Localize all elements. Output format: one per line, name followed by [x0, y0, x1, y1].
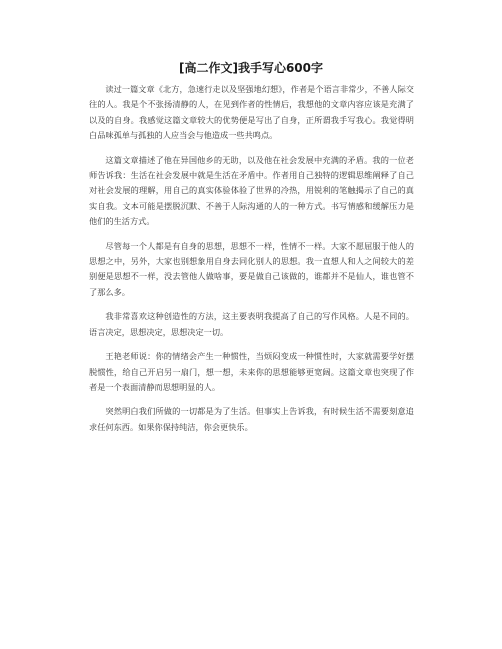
paragraph-4: 我非常喜欢这种创造性的方法，这主要表明我提高了自己的写作风格。人是不同的。语言决定，思想决定，思想决定一切。 — [89, 311, 414, 337]
document-title: [高二作文]我手写心600字 — [178, 61, 324, 75]
paragraph-2: 这篇文章描述了他在异国他乡的无助，以及他在社会发展中充满的矛盾。我的一位老师告诉我：生活在社会发展中就是生活在矛盾中。作者用自己独特的逻辑思维阐释了自己对社会发展的理解，用自己的真实体验体验了世界的冷热，用锐利的笔触揭示了自己的真实自我。文本可能是摆脱沉默、不善于人际沟通的人的一种方式。书写情感和缓解压力是他们的生活方式。 — [89, 154, 414, 227]
paragraph-6: 突然明白我们所做的一切都是为了生活。但事实上告诉我，有时候生活不需要刻意追求任何东西。如果你保持纯洁，你会更快乐。 — [89, 406, 414, 432]
paragraph-5: 王艳老师说：你的情绪会产生一种惯性，当烦闷变成一种惯性时，大家就需要学好摆脱惯性，给自己开启另一扇门，想一想，未来你的思想能够更宽阔。这篇文章也突现了作者是一个表面清静而思想明显的人。 — [89, 351, 414, 392]
paragraph-3: 尽管每一个人都是有自身的思想，思想不一样，性情不一样。大家不愿屈服于他人的思想之中，另外，大家也别想象用自身去同化别人的思想。我一直想人和人之间较大的差别便是思想不一样，没去管他人做啥事，要是做自己该做的，谁都并不是仙人，谁也管不了那么多。 — [89, 240, 414, 297]
document-body — [89, 82, 414, 444]
paragraph-1: 读过一篇文章《北方，急速行走以及坚强地幻想》，作者是个语言非常少，不善人际交往的人。我是个不张扬清静的人，在见到作者的性情后，我想他的文章内容应该是充满了以及的自身。我感觉这篇文章较大的优势便是写出了自身，正所谓我手写我心。我觉得明白品味孤单与孤独的人应当会与他造成一些共鸣点。 — [89, 84, 414, 141]
